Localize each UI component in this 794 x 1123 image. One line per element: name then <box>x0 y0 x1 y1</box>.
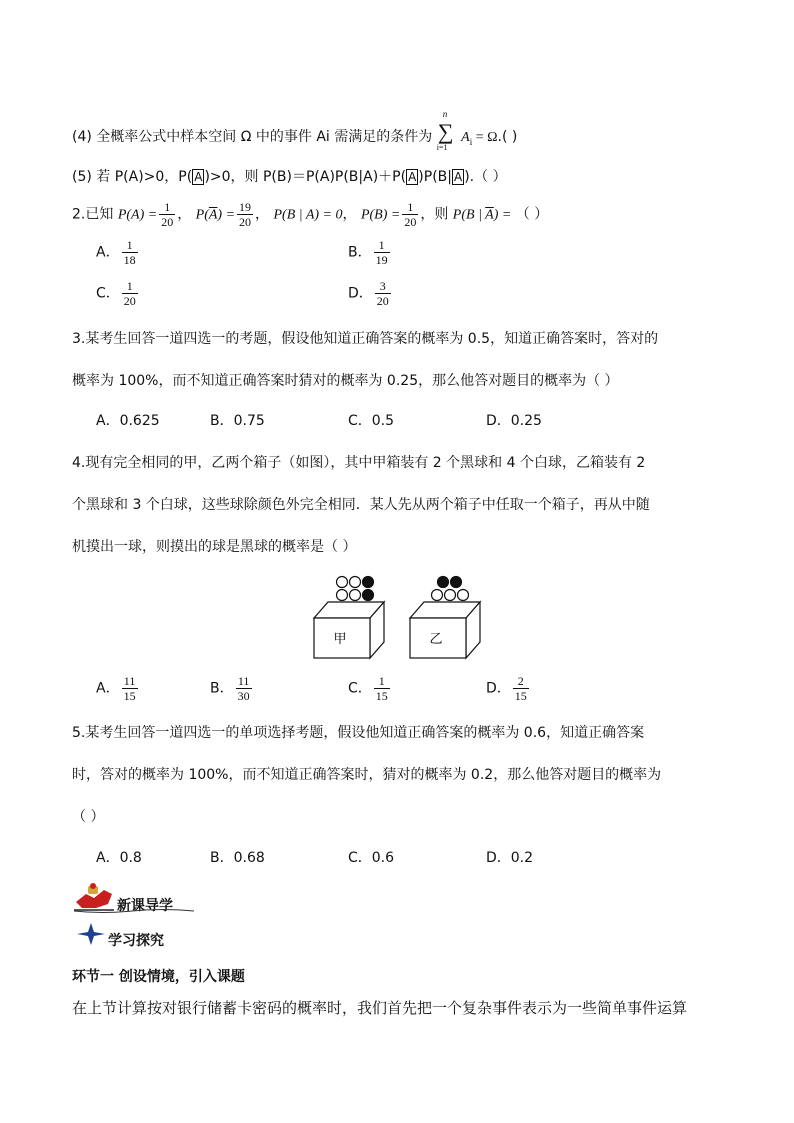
q1-item5: (5) 若 P(A)>0，P( A )>0，则 P(B)＝P(A)P(B|A)＋P( A )P(B| A ).（ ） <box>72 169 507 185</box>
q4-line2: 个黑球和 3 个白球，这些球除颜色外完全相同．某人先从两个箱子中任取一个箱子，再从中随 <box>72 497 650 513</box>
complement-a-2: A <box>408 170 417 184</box>
subheading: 学习探究 <box>108 933 164 949</box>
fraction: $\frac{19}{20}$ <box>239 200 252 229</box>
box-yi-label: 乙 <box>429 632 443 647</box>
q2-option-a: A． $\frac{1}{18}$ <box>96 238 136 267</box>
q3-option-d: D．0.25 <box>486 413 542 429</box>
black-ball <box>363 577 374 588</box>
fraction: $\frac{11}{15}$ <box>123 674 136 703</box>
q5-line2: 时，答对的概率为 100%，而不知道正确答案时，猜对的概率为 0.2，那么他答对题目的概率为 <box>72 767 662 783</box>
q4-line3: 机摸出一球，则摸出的球是黑球的概率是（ ） <box>72 539 357 555</box>
fraction: $\frac{2}{15}$ <box>514 674 527 703</box>
fraction: $\frac{1}{15}$ <box>375 674 388 703</box>
q4-option-a: A． $\frac{11}{15}$ <box>96 674 136 703</box>
q2-option-c: C． $\frac{1}{20}$ <box>96 279 136 308</box>
q5-option-d: D．0.2 <box>486 850 534 866</box>
box-jia-label: 甲 <box>333 632 347 647</box>
q3-line2: 概率为 100%，而不知道正确答案时猜对的概率为 0.25，那么他答对题目的概率为（ ） <box>72 373 619 389</box>
complement-a-1: A <box>194 170 203 184</box>
complement-a-3: A <box>453 170 463 184</box>
banner-title: 新课导学 <box>117 898 173 914</box>
white-ball <box>458 590 469 601</box>
q4-option-d: D． $\frac{2}{15}$ <box>486 674 527 703</box>
box-yi <box>410 577 480 659</box>
q4-option-b: B． $\frac{11}{30}$ <box>210 674 250 703</box>
fraction: $\frac{1}{20}$ <box>123 279 136 308</box>
banner-underline <box>72 908 196 914</box>
fraction: $\frac{1}{20}$ <box>404 200 417 229</box>
white-ball <box>350 577 361 588</box>
black-ball <box>451 577 462 588</box>
fraction: $\frac{11}{30}$ <box>237 674 250 703</box>
q5-option-b: B．0.68 <box>210 850 265 866</box>
fraction: $\frac{1}{20}$ <box>161 200 174 229</box>
star-icon <box>76 922 106 946</box>
q2-option-d: D． $\frac{3}{20}$ <box>348 279 389 308</box>
black-ball <box>363 590 374 601</box>
white-ball <box>432 590 443 601</box>
q4-line1: 4.现有完全相同的甲，乙两个箱子（如图），其中甲箱装有 2 个黑球和 4 个白球，乙箱装有 2 <box>72 455 646 471</box>
q2-option-b: B． $\frac{1}{19}$ <box>348 238 388 267</box>
q2-stem: 2.已知 P(A) = $\frac{1}{20}$ ， $P(\overline{A})$ = $\frac{19}{20}$ ， P(B | A) = 0， P(B) = $\frac{1}{20}$ ，则 P(B | $\overline{A}$) = （ ） <box>72 200 549 229</box>
q4-option-c: C． $\frac{1}{15}$ <box>348 674 388 703</box>
white-ball <box>337 590 348 601</box>
q1-item4: (4) 全概率公式中样本空间 Ω 中的事件 Ai 需满足的条件为 n ∑ i=1 $A_i = \Omega$.( ) <box>72 117 517 157</box>
q5-option-a: A．0.8 <box>96 850 142 866</box>
fraction: $\frac{3}{20}$ <box>376 279 389 308</box>
fraction: $\frac{1}{18}$ <box>123 238 136 267</box>
q5-line1: 5.某考生回答一道四选一的单项选择考题，假设他知道正确答案的概率为 0.6，知道正确答案 <box>72 725 645 741</box>
white-ball <box>337 577 348 588</box>
q3-line1: 3.某考生回答一道四选一的考题，假设他知道正确答案的概率为 0.5，知道正确答案时，答对的 <box>72 331 659 347</box>
white-ball <box>445 590 456 601</box>
q3-option-b: B．0.75 <box>210 413 265 429</box>
q3-option-c: C．0.5 <box>348 413 395 429</box>
step-heading: 环节一 创设情境，引入课题 <box>72 969 245 985</box>
q5-line3: （ ） <box>72 809 105 825</box>
intro-paragraph: 在上节计算按对银行储蓄卡密码的概率时，我们首先把一个复杂事件表示为一些简单事件运算 <box>72 999 688 1017</box>
fraction: $\frac{1}{19}$ <box>375 238 388 267</box>
summation: n ∑ i=1 <box>436 109 454 152</box>
q5-option-c: C．0.6 <box>348 850 395 866</box>
white-ball <box>350 590 361 601</box>
q1-item4-prefix: (4) 全概率公式中样本空间 Ω 中的事件 Ai 需满足的条件为 <box>72 129 433 145</box>
q3-option-a: A．0.625 <box>96 413 160 429</box>
box-jia <box>314 577 384 659</box>
black-ball <box>438 577 449 588</box>
boxes-figure <box>300 572 500 664</box>
